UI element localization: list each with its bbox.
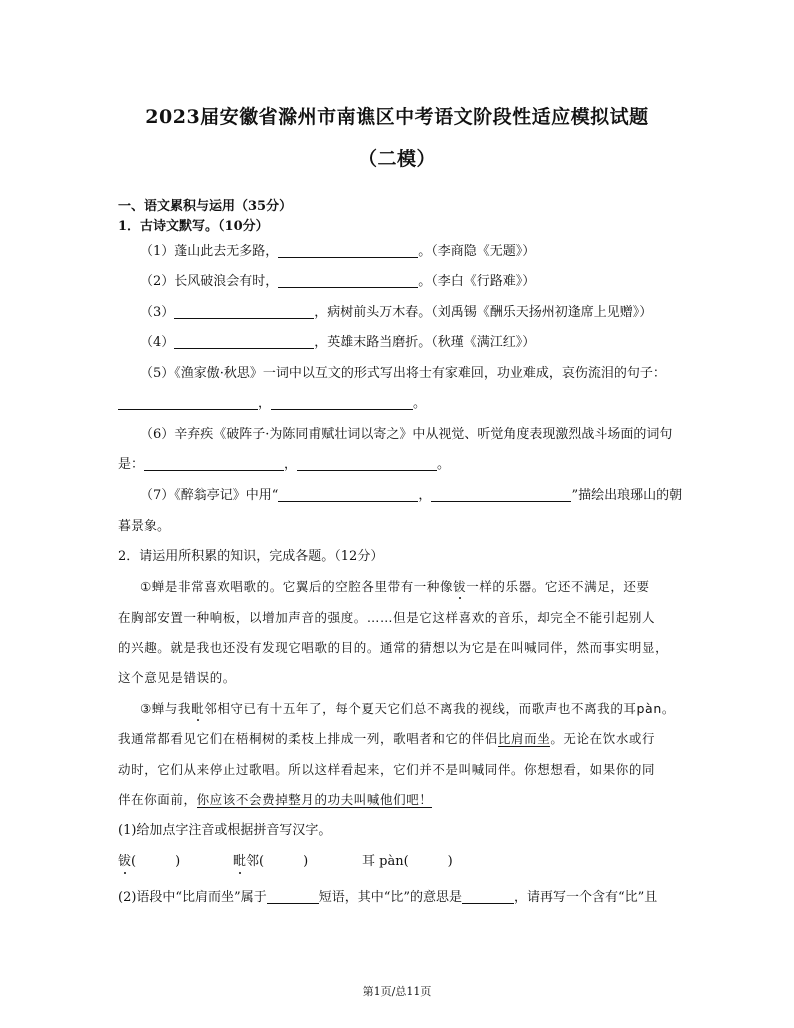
pinyin-item-1: 钹( ) xyxy=(118,854,181,869)
answer-blank[interactable] xyxy=(462,889,514,904)
answer-blank[interactable] xyxy=(297,456,437,471)
dotted-char: 钹 xyxy=(453,579,467,594)
q1-item-6: （6）辛弃疾《破阵子·为陈同甫赋壮词以寄之》中从视觉、听觉角度表现激烈战斗场面的词句 xyxy=(140,427,673,442)
q1-item-5-answer: ， 。 xyxy=(118,395,426,413)
q1-item-7-cont: 暮景象。 xyxy=(118,519,171,534)
q1-item-1: （1）蓬山此去无多路， 。（李商隐《无题》） xyxy=(140,244,536,259)
pinyin-item-3: 耳 pàn( ) xyxy=(362,854,453,869)
dotted-char: 毗 xyxy=(233,854,247,869)
question-2-heading: 2．请运用所积累的知识，完成各题。（12分） xyxy=(118,549,384,564)
underlined-phrase: 比肩而坐 xyxy=(497,731,551,746)
page-footer: 第1页/总11页 xyxy=(362,985,432,998)
sub-question-1: (1)给加点字注音或根据拼音写汉字。 xyxy=(118,823,332,838)
answer-blank[interactable] xyxy=(271,395,413,410)
answer-blank[interactable] xyxy=(267,889,319,904)
answer-blank[interactable] xyxy=(278,487,418,502)
passage-line: 伴在你面前，你应该不会费掉整月的功夫叫喊他们吧！ xyxy=(118,792,433,807)
passage-line: ①蝉是非常喜欢唱歌的。它翼后的空腔各里带有一种像钹一样的乐器。它还不满足，还要 xyxy=(140,579,650,594)
passage-line: ③蝉与我毗邻相守已有十五年了，每个夏天它们总不离我的视线，而歌声也不离我的耳pàn。 xyxy=(140,701,675,716)
answer-blank[interactable] xyxy=(278,243,418,258)
passage-line: 在胸部安置一种响板，以增加声音的强度。……但是它这样喜欢的音乐，却完全不能引起别人 xyxy=(118,610,656,625)
dotted-char: 毗 xyxy=(191,701,205,716)
document-subtitle: （二模） xyxy=(357,148,436,170)
question-1-heading: 1．古诗文默写。（10分） xyxy=(118,219,269,234)
section-heading: 一、语文累积与运用（35分） xyxy=(118,199,293,214)
passage-line: 的兴趣。就是我也还没有发现它唱歌的目的。通常的猜想以为它是在叫喊同伴，然而事实明显， xyxy=(118,640,669,655)
answer-blank[interactable] xyxy=(118,395,258,410)
passage-line: 这个意见是错误的。 xyxy=(118,670,236,685)
q1-item-6-answer: 是： ， 。 xyxy=(118,457,451,472)
document-title: 2023届安徽省滁州市南谯区中考语文阶段性适应模拟试题 xyxy=(145,106,649,128)
dotted-char: 钹 xyxy=(118,854,132,869)
passage-line: 我通常都看见它们在梧桐树的柔枝上排成一列，歌唱者和它的伴侣比肩而坐。无论在饮水或行 xyxy=(118,731,656,746)
q1-item-2: （2）长风破浪会有时， 。（李白《行路难》） xyxy=(140,274,536,289)
sub-question-2: (2)语段中“比肩而坐”属于 短语，其中“比”的意思是 ，请再写一个含有“比”且 xyxy=(118,890,658,905)
answer-blank[interactable] xyxy=(431,487,571,502)
pinyin-item-2: 毗邻( ) xyxy=(233,854,309,869)
answer-blank[interactable] xyxy=(144,456,284,471)
underlined-sentence: 你应该不会费掉整月的功夫叫喊他们吧！ xyxy=(196,792,433,807)
passage-line: 动时，它们从来停止过歌唱。所以这样看起来，它们并不是叫喊同伴。你想想看，如果你的同 xyxy=(118,762,656,777)
q1-item-3: （3） ，病树前头万木春。（刘禹锡《酬乐天扬州初逢席上见赠》） xyxy=(140,305,653,320)
q1-item-4: （4） ，英雄末路当磨折。（秋瑾《满江红》） xyxy=(140,335,536,350)
q1-item-7: （7）《醉翁亭记》中用“ ， ”描绘出琅琊山的朝 xyxy=(140,488,683,503)
answer-blank[interactable] xyxy=(174,304,314,319)
q1-item-5: （5）《渔家傲·秋思》一词中以互文的形式写出将士有家难回，功业难成，哀伤流泪的句子： xyxy=(140,366,666,381)
answer-blank[interactable] xyxy=(278,273,418,288)
answer-blank[interactable] xyxy=(174,334,314,349)
